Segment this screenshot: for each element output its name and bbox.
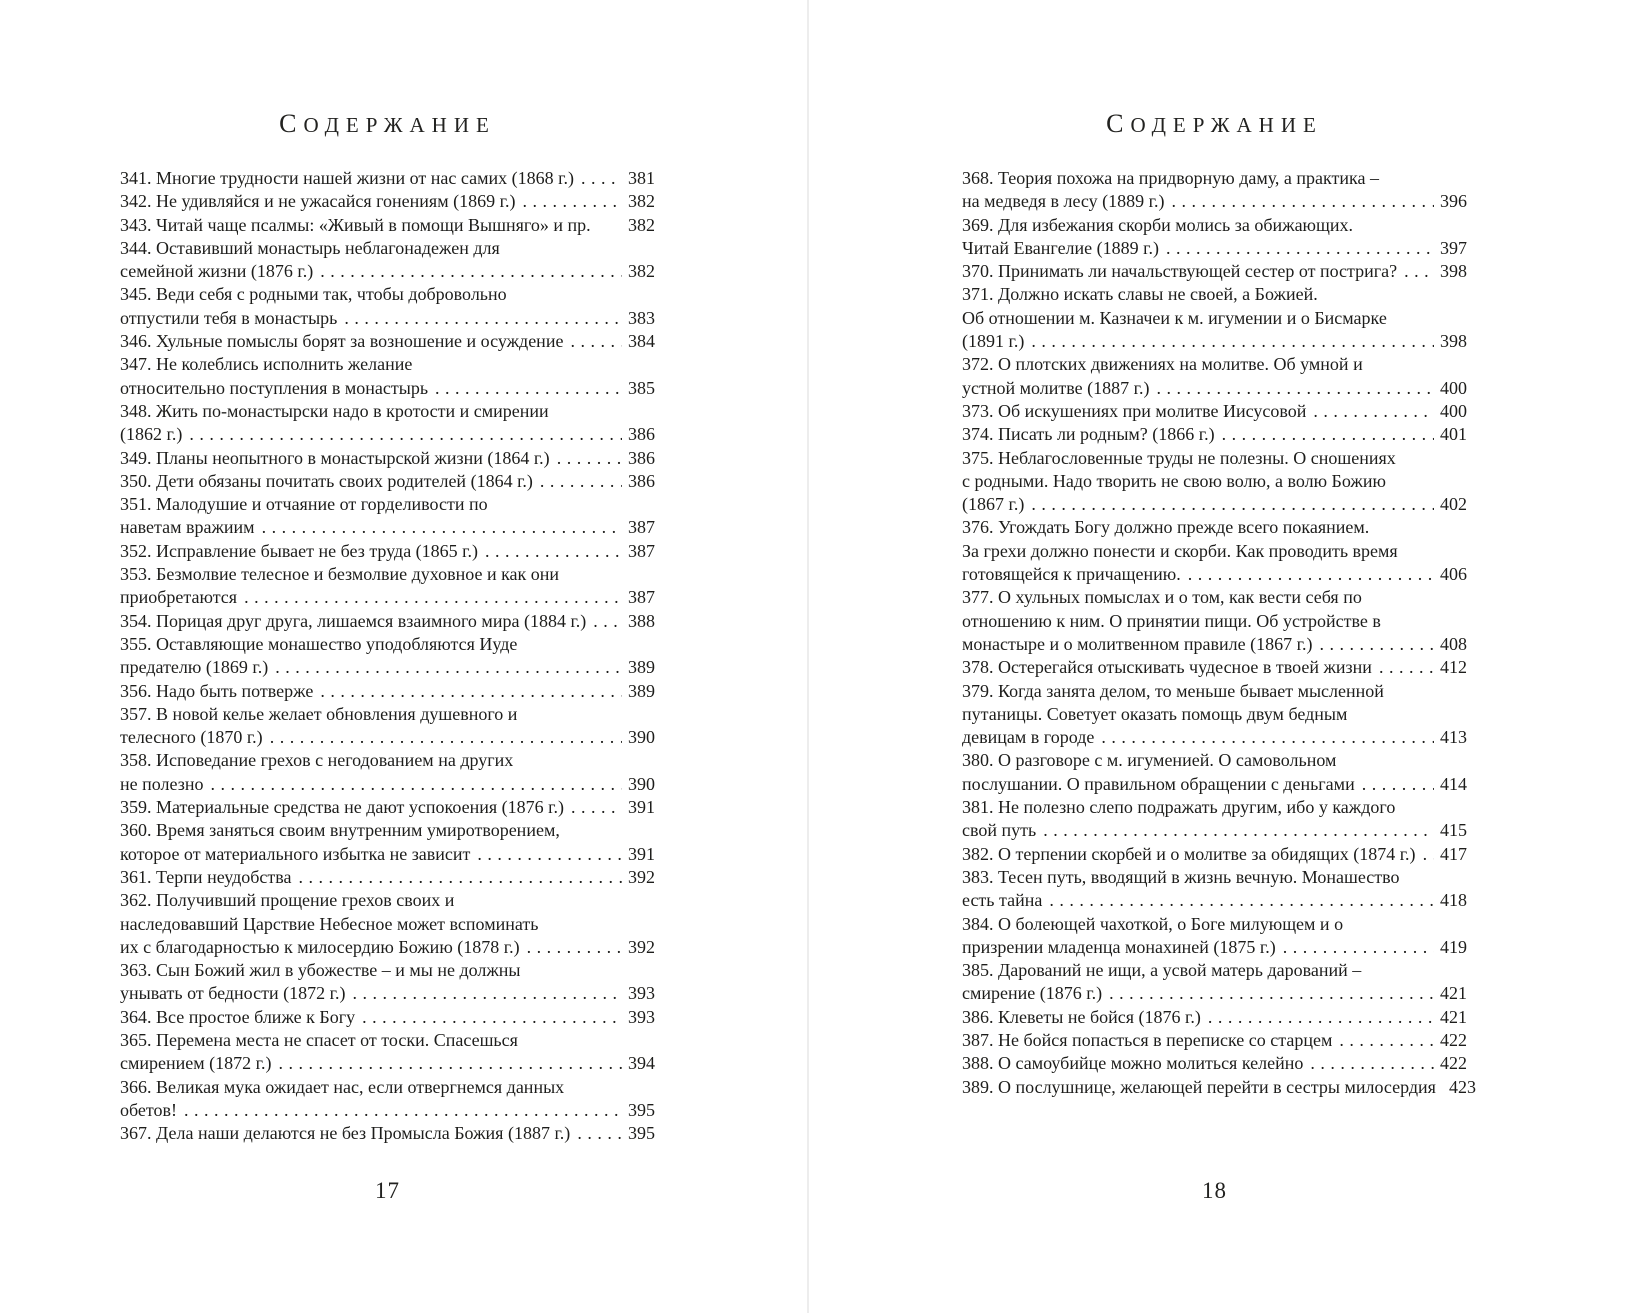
toc-line: [120, 1076, 655, 1099]
toc-entry-text: 369. Для избежания скорби молись за обижающих.: [962, 214, 1353, 235]
toc-page-ref: 412: [1440, 657, 1467, 678]
dot-leader: [477, 843, 622, 866]
toc-page-ref: 386: [628, 424, 655, 445]
toc-page-ref: 384: [628, 331, 655, 352]
toc-line: [962, 1029, 1467, 1052]
toc-entry-text: Читай Евангелие (1889 г.): [962, 237, 1159, 258]
toc-entry-text: 377. О хульных помыслах и о том, как вести себя по: [962, 587, 1362, 608]
dot-leader: [344, 307, 622, 330]
toc-page-ref: 413: [1440, 727, 1467, 748]
toc-line: [120, 726, 655, 749]
toc-entry-text: 380. О разговоре с м. игуменией. О самовольном: [962, 750, 1337, 771]
page-gutter-divider: [807, 0, 809, 1313]
toc-line: [120, 959, 655, 982]
toc-page-ref: 391: [628, 843, 655, 864]
toc-line: [120, 633, 655, 656]
dot-leader: [557, 447, 622, 470]
dot-leader: [1043, 819, 1434, 842]
dot-leader: [527, 936, 622, 959]
toc-page-ref: 397: [1440, 237, 1467, 258]
toc-page-ref: 382: [628, 214, 655, 235]
dot-leader: [571, 796, 622, 819]
dot-leader: [1049, 889, 1434, 912]
dot-leader: [1404, 260, 1434, 283]
toc-line: [120, 843, 655, 866]
toc-entry-text: отпустили тебя в монастырь: [120, 307, 338, 328]
toc-line: [120, 866, 655, 889]
toc-line: [120, 377, 655, 400]
toc-title: СОДЕРЖАНИЕ: [1106, 109, 1323, 138]
toc-entry-text: которое от материального избытка не зависит: [120, 843, 471, 864]
toc-page-ref: 382: [628, 261, 655, 282]
dot-leader: [581, 167, 622, 190]
toc-line: [120, 353, 655, 376]
toc-page-ref: 392: [628, 866, 655, 887]
toc-entry-text: есть тайна: [962, 890, 1043, 911]
toc-entry-text: их с благодарностью к милосердию Божию (1878 г.): [120, 936, 520, 957]
toc-line: [962, 493, 1467, 516]
toc-entry-text: 374. Писать ли родным? (1866 г.): [962, 424, 1215, 445]
toc-line: [962, 400, 1467, 423]
toc-page-ref: 395: [628, 1123, 655, 1144]
dot-leader: [1156, 377, 1434, 400]
toc-page-ref: 400: [1440, 377, 1467, 398]
toc-page-ref: 386: [628, 447, 655, 468]
dot-leader: [270, 726, 622, 749]
toc-entry-text: 356. Надо быть потверже: [120, 680, 314, 701]
toc-page-ref: 389: [628, 680, 655, 701]
toc-line: [120, 423, 655, 446]
toc-page-ref: 381: [628, 168, 655, 188]
toc-page-ref: 422: [1440, 1029, 1467, 1050]
toc-entry-text: наветам вражиим: [120, 517, 255, 538]
toc-entry-text: 384. О болеющей чахоткой, о Боге милующем и о: [962, 913, 1344, 934]
toc-entry-text: 372. О плотских движениях на молитве. Об умной и: [962, 354, 1363, 375]
toc-entry-text: с родными. Надо творить не свою волю, а волю Божию: [962, 470, 1386, 491]
toc-entry-text: 360. Время заняться своим внутренним умиротворением,: [120, 820, 560, 841]
toc-entry-text: 373. Об искушениях при молитве Иисусовой: [962, 400, 1307, 421]
toc-page-ref: 393: [628, 983, 655, 1004]
toc-entry-text: 342. Не удивляйся и не ужасайся гонениям (1869 г.): [120, 191, 516, 212]
toc-line: [962, 563, 1467, 586]
toc-entry-text: За грехи должно понести и скорби. Как проводить время: [962, 540, 1398, 561]
toc-entry-text: 355. Оставляющие монашество уподобляются Иуде: [120, 633, 518, 654]
toc-entry-text: не полезно: [120, 773, 204, 794]
dot-leader: [1166, 237, 1434, 260]
toc-entry-text: 365. Перемена места не спасет от тоски. Спасешься: [120, 1029, 518, 1050]
toc-entry-text: 345. Веди себя с родными так, чтобы добровольно: [120, 284, 507, 305]
toc-line: [120, 400, 655, 423]
toc-line: [962, 773, 1467, 796]
toc-entry-text: 341. Многие трудности нашей жизни от нас самих (1868 г.): [120, 168, 574, 188]
dot-leader: [1319, 633, 1434, 656]
toc-entry-text: 379. Когда занята делом, то меньше бывает мысленной: [962, 680, 1384, 701]
page-right: [962, 109, 1476, 1099]
toc-entry-text: наследовавший Царствие Небесное может вспоминать: [120, 913, 539, 934]
toc-entry-text: 344. Оставивший монастырь неблагонадежен для: [120, 237, 500, 258]
page-number-left: 17: [375, 1178, 400, 1203]
toc-entry-text: относительно поступления в монастырь: [120, 377, 429, 398]
toc-entry-text: готовящейся к причащению.: [962, 564, 1181, 585]
toc-line: [962, 656, 1467, 679]
dot-leader: [279, 1052, 623, 1075]
toc-line: [120, 610, 655, 633]
dot-leader: [1283, 936, 1434, 959]
toc-entry-text: 362. Получивший прощение грехов своих и: [120, 890, 455, 911]
toc-page-ref: 423: [1448, 1076, 1476, 1097]
toc-entry-text: приобретаются: [120, 587, 238, 608]
toc-page-ref: 395: [628, 1099, 655, 1120]
toc-line: [962, 353, 1467, 376]
toc-entry-text: 385. Дарований не ищи, а усвой матерь дарований –: [962, 960, 1362, 981]
toc-entry-text: 346. Хульные помыслы борят за возношение и осуждение: [120, 331, 564, 352]
toc-line: [962, 726, 1467, 749]
toc-line: [120, 563, 655, 586]
toc-entry-text: 389. О послушнице, желающей перейти в сестры милосердия: [962, 1076, 1436, 1097]
toc-entry-text: 357. В новой келье желает обновления душевного и: [120, 703, 518, 724]
toc-entry-text: 343. Читай чаще псалмы: «Живый в помощи Вышняго» и пр.: [120, 214, 591, 235]
toc-entry-text: 353. Безмолвие телесное и безмолвие духовное и как они: [120, 564, 560, 585]
toc-page-ref: 400: [1440, 400, 1467, 421]
dot-leader: [485, 540, 622, 563]
toc-entry-text: 366. Великая мука ожидает нас, если отвергнемся данных: [120, 1076, 565, 1097]
dot-leader: [299, 866, 622, 889]
toc-line: [120, 307, 655, 330]
toc-entry-text: 348. Жить по-монастырски надо в кротости и смирении: [120, 400, 549, 421]
toc-line: [120, 586, 655, 609]
toc-line: [962, 307, 1467, 330]
toc-line: [120, 936, 655, 959]
toc-entry-text: 367. Дела наши делаются не без Промысла Божия (1887 г.): [120, 1123, 571, 1144]
dot-leader: [320, 680, 622, 703]
toc-line: [962, 540, 1467, 563]
dot-leader: [1208, 1006, 1434, 1029]
toc-entry-text: 364. Все простое ближе к Богу: [120, 1006, 356, 1027]
toc-line: [962, 190, 1467, 213]
dot-leader: [244, 586, 622, 609]
toc-entry-text: 349. Планы неопытного в монастырской жизни (1864 г.): [120, 447, 550, 468]
dot-leader: [184, 1099, 622, 1122]
toc-line: [962, 1006, 1467, 1029]
dot-leader: [362, 1006, 622, 1029]
toc-page-ref: 386: [628, 470, 655, 491]
toc-line: [120, 167, 655, 190]
toc-line: [962, 982, 1467, 1005]
toc-line: [120, 819, 655, 842]
toc-entry-text: 375. Неблагословенные труды не полезны. О сношениях: [962, 447, 1396, 468]
toc-entry-text: 361. Терпи неудобства: [120, 866, 292, 887]
toc-entry-text: смирением (1872 г.): [120, 1053, 272, 1074]
dot-leader: [1031, 330, 1434, 353]
toc-page-ref: 421: [1440, 983, 1467, 1004]
toc-entry-text: 382. О терпении скорбей и о молитве за обидящих (1874 г.): [962, 843, 1416, 864]
page-number-right: 18: [1202, 1178, 1227, 1203]
toc-page-ref: 383: [628, 307, 655, 328]
toc-entry-text: предателю (1869 г.): [120, 657, 269, 678]
toc-entry-text: 363. Сын Божий жил в убожестве – и мы не должны: [120, 960, 521, 981]
toc-line: [120, 749, 655, 772]
dot-leader: [1379, 656, 1434, 679]
toc-line: [962, 749, 1467, 772]
toc-line: [962, 330, 1467, 353]
toc-line: [962, 913, 1467, 936]
toc-line: [120, 680, 655, 703]
toc-line: [962, 237, 1467, 260]
toc-entry-text: 371. Должно искать славы не своей, а Божией.: [962, 284, 1318, 305]
toc-line: [962, 936, 1467, 959]
toc-line: [120, 773, 655, 796]
toc-entry-text: 358. Исповедание грехов с негодованием на других: [120, 750, 514, 771]
toc-entry-text: 359. Материальные средства не дают успокоения (1876 г.): [120, 797, 564, 818]
toc-line: [120, 1122, 655, 1145]
toc-line: [120, 1099, 655, 1122]
toc-line: [962, 610, 1467, 633]
toc-entry-text: (1891 г.): [962, 331, 1025, 352]
dot-leader: [435, 377, 622, 400]
toc-line: [962, 214, 1467, 237]
toc-entries-right: [962, 167, 1476, 1099]
toc-line: [962, 423, 1467, 446]
toc-line: [962, 819, 1467, 842]
toc-page-ref: 421: [1440, 1006, 1467, 1027]
toc-entry-text: отношению к ним. О принятии пищи. Об устройстве в: [962, 610, 1381, 631]
toc-line: [120, 703, 655, 726]
dot-leader: [577, 1122, 622, 1145]
toc-line: [120, 1006, 655, 1029]
toc-entry-text: 376. Угождать Богу должно прежде всего покаянием.: [962, 517, 1370, 538]
toc-line: [120, 540, 655, 563]
toc-page-ref: 387: [628, 540, 655, 561]
toc-page-ref: 387: [628, 517, 655, 538]
toc-entry-text: (1862 г.): [120, 424, 183, 445]
toc-line: [120, 447, 655, 470]
toc-entry-text: на медведя в лесу (1889 г.): [962, 191, 1165, 212]
toc-line: [962, 283, 1467, 306]
toc-page-ref: 418: [1440, 890, 1467, 911]
dot-leader: [320, 260, 622, 283]
toc-page-ref: 414: [1440, 773, 1467, 794]
toc-page-ref: 396: [1440, 191, 1467, 212]
toc-page-ref: 392: [628, 936, 655, 957]
dot-leader: [1172, 190, 1434, 213]
toc-line: [962, 843, 1467, 866]
toc-title: СОДЕРЖАНИЕ: [279, 109, 496, 138]
toc-line: [962, 680, 1467, 703]
dot-leader: [1362, 773, 1434, 796]
toc-line: [120, 283, 655, 306]
toc-line: [120, 1029, 655, 1052]
toc-line: [962, 470, 1467, 493]
page-left: [120, 109, 655, 1145]
toc-page-ref: 398: [1440, 261, 1467, 282]
dot-leader: [1222, 423, 1434, 446]
toc-page-ref: 391: [628, 797, 655, 818]
toc-line: [962, 703, 1467, 726]
toc-page-ref: 406: [1440, 564, 1467, 585]
dot-leader: [1339, 1029, 1434, 1052]
dot-leader: [593, 610, 622, 633]
dot-leader: [1031, 493, 1434, 516]
toc-line: [120, 330, 655, 353]
toc-entry-text: девицам в городе: [962, 727, 1095, 748]
toc-page-ref: 402: [1440, 494, 1467, 515]
toc-line: [120, 190, 655, 213]
toc-entry-text: Об отношении м. Казначеи к м. игумении и о Бисмарке: [962, 307, 1387, 328]
toc-page-ref: 385: [628, 377, 655, 398]
toc-entry-text: унывать от бедности (1872 г.): [120, 983, 346, 1004]
toc-line: [120, 214, 655, 237]
toc-entry-text: 352. Исправление бывает не без труда (1865 г.): [120, 540, 479, 561]
toc-page-ref: 398: [1440, 331, 1467, 352]
toc-entry-text: свой путь: [962, 820, 1037, 841]
toc-entry-text: 347. Не колеблись исполнить желание: [120, 354, 413, 375]
toc-entry-text: устной молитве (1887 г.): [962, 377, 1150, 398]
dot-leader: [1313, 400, 1434, 423]
toc-entry-text: обетов!: [120, 1099, 178, 1120]
toc-line: [120, 796, 655, 819]
toc-entry-text: 350. Дети обязаны почитать своих родителей (1864 г.): [120, 470, 533, 491]
toc-line: [962, 586, 1467, 609]
toc-entry-text: 351. Малодушие и отчаяние от горделивости по: [120, 494, 488, 515]
toc-entry-text: телесного (1870 г.): [120, 727, 263, 748]
toc-page-ref: 389: [628, 657, 655, 678]
toc-page-ref: 415: [1440, 820, 1467, 841]
toc-page-ref: 388: [628, 610, 655, 631]
dot-leader: [540, 470, 622, 493]
toc-entry-text: 383. Тесен путь, вводящий в жизнь вечную. Монашество: [962, 866, 1400, 887]
toc-entry-text: (1867 г.): [962, 494, 1025, 515]
toc-line: [962, 167, 1467, 190]
toc-entry-text: 368. Теория похожа на придворную даму, а практика –: [962, 168, 1380, 188]
toc-page-ref: 401: [1440, 424, 1467, 445]
toc-line: [120, 493, 655, 516]
toc-entry-text: смирение (1876 г.): [962, 983, 1103, 1004]
toc-page-ref: 390: [628, 727, 655, 748]
toc-line: [962, 866, 1467, 889]
toc-line: [120, 913, 655, 936]
toc-line: [120, 516, 655, 539]
toc-line: [962, 1052, 1467, 1075]
toc-entry-text: 387. Не бойся попасться в переписке со старцем: [962, 1029, 1333, 1050]
dot-leader: [1188, 563, 1434, 586]
toc-page-ref: 394: [628, 1053, 655, 1074]
toc-line: [962, 796, 1467, 819]
dot-leader: [1109, 982, 1434, 1005]
toc-page-ref: 408: [1440, 633, 1467, 654]
toc-entries-left: [120, 167, 655, 1145]
dot-leader: [522, 190, 622, 213]
toc-line: [120, 982, 655, 1005]
toc-page-ref: 417: [1440, 843, 1467, 864]
toc-line: [120, 237, 655, 260]
toc-page-ref: 422: [1440, 1053, 1467, 1074]
toc-line: [962, 447, 1467, 470]
toc-entry-text: 378. Остерегайся отыскивать чудесное в твоей жизни: [962, 657, 1372, 678]
toc-line: [120, 470, 655, 493]
toc-entry-text: монастыре и о молитвенном правиле (1867 г.): [962, 633, 1313, 654]
dot-leader: [189, 423, 622, 446]
toc-line: [962, 959, 1467, 982]
toc-line: [962, 633, 1467, 656]
toc-entry-text: 388. О самоубийце можно молиться келейно: [962, 1053, 1304, 1074]
toc-line: [120, 260, 655, 283]
toc-page-ref: 390: [628, 773, 655, 794]
dot-leader: [275, 656, 622, 679]
toc-page-ref: 393: [628, 1006, 655, 1027]
dot-leader: [1423, 843, 1434, 866]
toc-entry-text: 386. Клеветы не бойся (1876 г.): [962, 1006, 1201, 1027]
toc-page-ref: 419: [1440, 936, 1467, 957]
toc-entry-text: 381. Не полезно слепо подражать другим, ибо у каждого: [962, 797, 1396, 818]
toc-line: [120, 1052, 655, 1075]
toc-line: [962, 516, 1467, 539]
dot-leader: [570, 330, 622, 353]
dot-leader: [1101, 726, 1434, 749]
toc-entry-text: семейной жизни (1876 г.): [120, 261, 314, 282]
toc-entry-text: путаницы. Советует оказать помощь двум бедным: [962, 703, 1348, 724]
toc-entry-text: 354. Порицая друг друга, лишаемся взаимного мира (1884 г.): [120, 610, 587, 631]
toc-page-ref: 387: [628, 587, 655, 608]
toc-line: [962, 377, 1467, 400]
toc-line: [120, 656, 655, 679]
toc-line: [962, 1076, 1476, 1099]
toc-line: [962, 260, 1467, 283]
dot-leader: [210, 773, 622, 796]
dot-leader: [1310, 1052, 1434, 1075]
toc-line: [120, 889, 655, 912]
toc-entry-text: призрении младенца монахиней (1875 г.): [962, 936, 1276, 957]
dot-leader: [352, 982, 622, 1005]
toc-page-ref: 382: [628, 191, 655, 212]
toc-entry-text: 370. Принимать ли начальствующей сестер от пострига?: [962, 261, 1398, 282]
toc-line: [962, 889, 1467, 912]
dot-leader: [262, 516, 622, 539]
toc-entry-text: послушании. О правильном обращении с деньгами: [962, 773, 1355, 794]
